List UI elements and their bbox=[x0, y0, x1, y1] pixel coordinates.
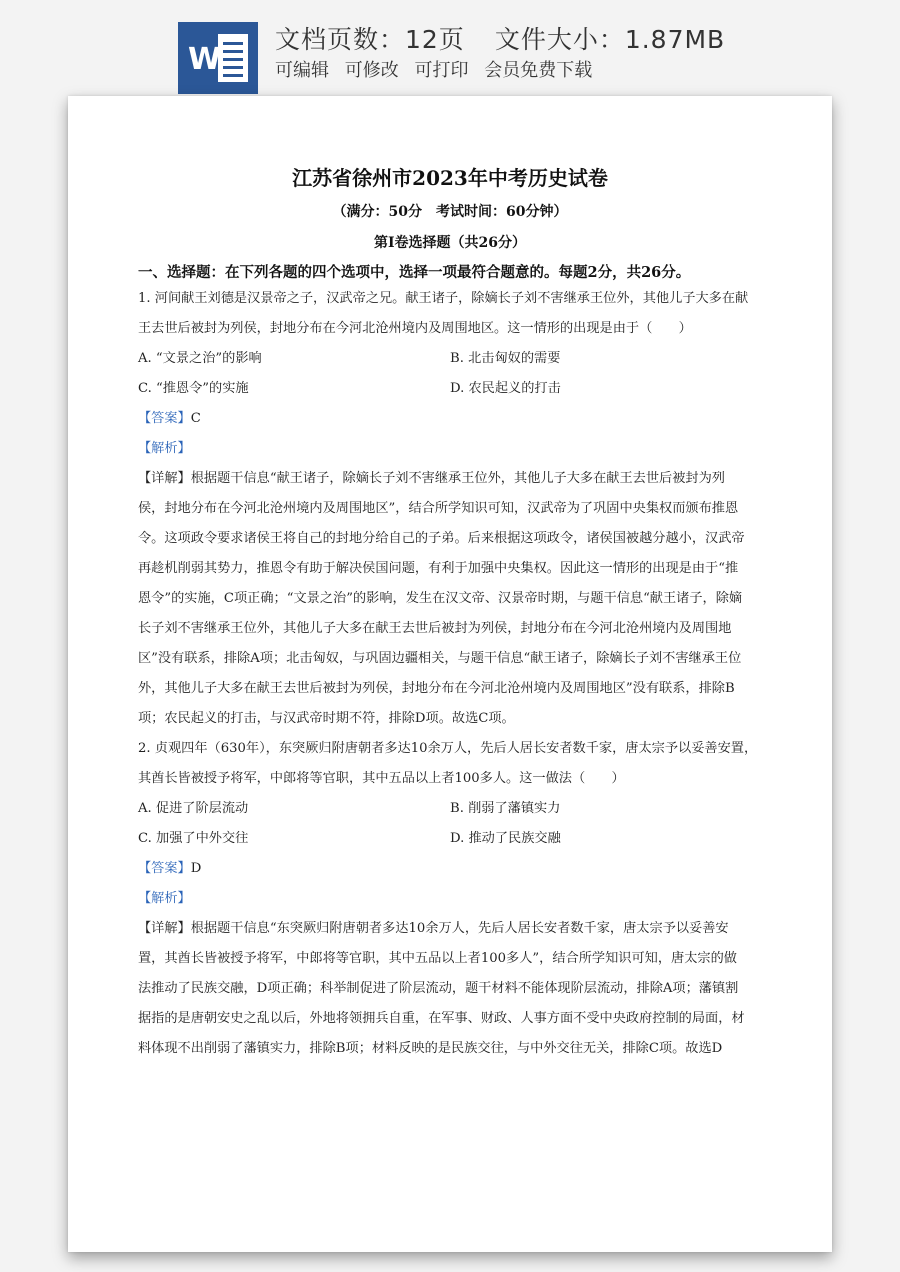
file-size-label: 文件大小：1.87MB bbox=[494, 25, 726, 54]
q1-option-b: B. 北击匈奴的需要 bbox=[450, 351, 561, 366]
doc-subtitle: （满分：50分 考试时间：60分钟） bbox=[332, 204, 568, 220]
feature-modifiable: 可修改 bbox=[344, 60, 399, 81]
q1-option-d: D. 农民起义的打击 bbox=[450, 381, 561, 396]
q1-detail-line: 【详解】根据题干信息“献王诸子，除嫡长子刘不害继承王位外，其他儿子大多在献王去世后被封为列 bbox=[138, 471, 725, 486]
q1-detail-line: 区”没有联系，排除A项；北击匈奴，与巩固边疆相关，与题干信息“献王诸子，除嫡长子刘不害继承王位 bbox=[138, 651, 742, 666]
q2-option-c: C. 加强了中外交往 bbox=[138, 831, 249, 846]
q1-detail-line: 长子刘不害继承王位外，其他儿子大多在献王去世后被封为列侯，封地分布在今河北沧州境内及周围地 bbox=[138, 621, 732, 636]
q1-detail-line: 侯，封地分布在今河北沧州境内及周围地区”，结合所学知识可知，汉武帝为了巩固中央集权而颁布推恩 bbox=[138, 501, 739, 516]
answer-label: 【答案】 bbox=[138, 411, 191, 426]
q1-option-a: A. “文景之治”的影响 bbox=[138, 351, 262, 366]
word-document-icon bbox=[178, 22, 258, 94]
svg-text:W: W bbox=[188, 42, 222, 77]
q1-stem-line: 王去世后被封为列侯，封地分布在今河北沧州境内及周围地区。这一情形的出现是由于（ ） bbox=[138, 321, 692, 336]
q2-detail-line: 法推动了民族交融，D项正确；科举制促进了阶层流动，题干材料不能体现阶层流动，排除A项；藩镇割 bbox=[138, 981, 739, 996]
q2-detail-line: 置，其酋长皆被授予将军，中郎将等官职，其中五品以上者100多人”，结合所学知识可知，唐太宗的做 bbox=[138, 951, 737, 966]
q2-option-b: B. 削弱了藩镇实力 bbox=[450, 801, 561, 816]
q1-detail-line: 再趁机削弱其势力，推恩令有助于解决侯国问题，有利于加强中央集权。因此这一情形的出现是由于“推 bbox=[138, 561, 739, 576]
q2-option-d: D. 推动了民族交融 bbox=[450, 831, 561, 846]
q2-detail-line: 料体现不出削弱了藩镇实力，排除B项；材料反映的是民族交往，与中外交往无关，排除C项。故选D bbox=[138, 1041, 723, 1056]
q2-answer bbox=[138, 859, 201, 879]
q1-detail-line: 项；农民起义的打击，与汉武帝时期不符，排除D项。故选C项。 bbox=[138, 711, 515, 726]
q1-detail-line: 令。这项政令要求诸侯王将自己的封地分给自己的子弟。后来根据这项政令，诸侯国被越分越小，汉武帝 bbox=[138, 531, 745, 546]
part-heading: 第Ⅰ卷选择题（共26分） bbox=[373, 235, 527, 251]
feature-printable: 可打印 bbox=[414, 60, 469, 81]
q2-analysis-label: 【解析】 bbox=[138, 891, 191, 906]
q1-answer bbox=[138, 409, 201, 429]
section-heading: 一、选择题：在下列各题的四个选项中，选择一项最符合题意的。每题2分，共26分。 bbox=[138, 264, 691, 281]
q1-detail-line: 恩令”的实施，C项正确；“文景之治”的影响，发生在汉文帝、汉景帝时期，与题干信息“献王诸子，除嫡 bbox=[138, 591, 743, 606]
q2-stem-line: 2. 贞观四年（630年），东突厥归附唐朝者多达10余万人，先后人居长安者数千家，唐太宗予以妥善安置， bbox=[138, 741, 758, 756]
q1-analysis-label: 【解析】 bbox=[138, 441, 191, 456]
feature-editable: 可编辑 bbox=[275, 60, 329, 81]
answer-label: 【答案】 bbox=[138, 861, 191, 876]
answer-value: C bbox=[190, 411, 201, 426]
q1-stem-line: 1. 河间献王刘德是汉景帝之子，汉武帝之兄。献王诸子，除嫡长子刘不害继承王位外，其他儿子大多在献 bbox=[138, 291, 749, 306]
answer-value: D bbox=[190, 861, 202, 876]
q2-stem-line: 其酋长皆被授予将军，中郎将等官职，其中五品以上者100多人。这一做法（ ） bbox=[138, 771, 625, 786]
q1-option-c: C. “推恩令”的实施 bbox=[138, 381, 249, 396]
q2-detail-line: 【详解】根据题干信息“东突厥归附唐朝者多达10余万人，先后人居长安者数千家，唐太宗予以妥善安 bbox=[138, 921, 729, 936]
q2-detail-line: 据指的是唐朝安史之乱以后，外地将领拥兵自重，在军事、财政、人事方面不受中央政府控制的局面，材 bbox=[138, 1011, 745, 1026]
page-count-label: 文档页数：12页 bbox=[275, 25, 465, 54]
feature-member-download[interactable]: 会员免费下载 bbox=[484, 60, 593, 81]
q1-detail-line: 外，其他儿子大多在献王去世后被封为列侯，封地分布在今河北沧州境内及周围地区”没有联系，排除B bbox=[138, 681, 735, 696]
doc-title: 江苏省徐州市2023年中考历史试卷 bbox=[292, 166, 608, 190]
q2-option-a: A. 促进了阶层流动 bbox=[138, 801, 249, 816]
feature-list bbox=[275, 56, 602, 82]
file-info bbox=[275, 20, 725, 56]
download-banner bbox=[0, 0, 900, 100]
